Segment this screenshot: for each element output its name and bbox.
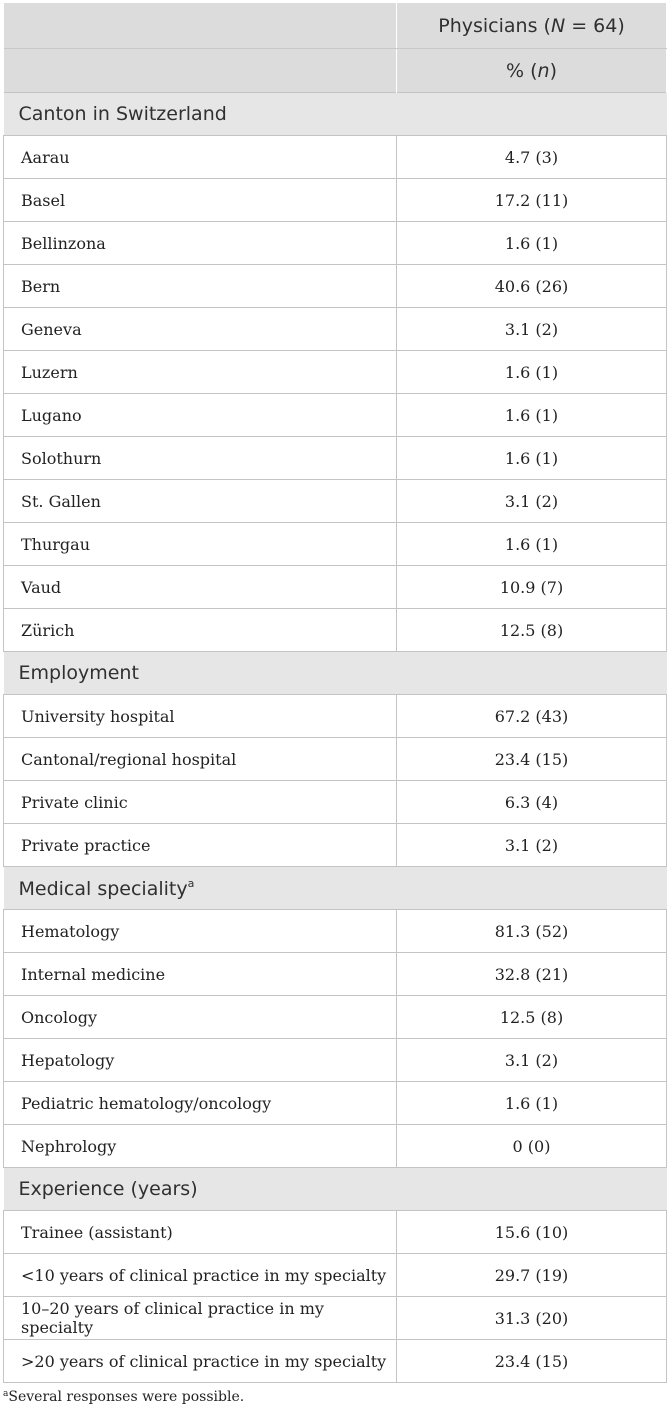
section-header-row [4,652,667,695]
table-row [4,523,667,566]
row-value: 10.9 (7) [397,566,667,609]
header-row-bottom [4,49,667,93]
row-label: St. Gallen [4,480,397,523]
row-label: Solothurn [4,437,397,480]
row-value: 67.2 (43) [397,695,667,738]
section-header-row [4,93,667,136]
section-title [4,1168,667,1211]
physician-characteristics-table [3,3,667,1383]
row-label: Luzern [4,351,397,394]
header-blank-cell [4,3,397,49]
row-label: Cantonal/regional hospital [4,738,397,781]
row-label: Oncology [4,996,397,1039]
section-title-text: Medical speciality [18,877,188,900]
row-value: 6.3 (4) [397,781,667,824]
row-value: 3.1 (2) [397,824,667,867]
header-blank-cell [4,49,397,93]
row-label: Aarau [4,136,397,179]
row-value: 31.3 (20) [397,1297,667,1340]
row-label: <10 years of clinical practice in my specialty [4,1254,397,1297]
row-label: >20 years of clinical practice in my specialty [4,1340,397,1383]
table-row [4,136,667,179]
section-title-text: Experience (years) [18,1178,198,1200]
row-label: Private clinic [4,781,397,824]
table-row [4,695,667,738]
row-label: University hospital [4,695,397,738]
table-row [4,910,667,953]
table-row [4,1340,667,1383]
subheader-n: n [537,59,550,82]
table-row [4,437,667,480]
table-row [4,480,667,523]
section-title [4,867,667,910]
column-header-n: N [550,14,566,37]
table-row [4,1254,667,1297]
row-label: Zürich [4,609,397,652]
table-row [4,265,667,308]
section-title [4,93,667,136]
column-header-text-pre: Physicians ( [438,14,551,37]
row-label: 10–20 years of clinical practice in my specialty [4,1297,397,1340]
subheader-text-post: ) [549,59,557,82]
table-row [4,394,667,437]
row-value: 15.6 (10) [397,1211,667,1254]
row-value: 1.6 (1) [397,523,667,566]
row-label: Hematology [4,910,397,953]
row-label: Trainee (assistant) [4,1211,397,1254]
table-row [4,824,667,867]
row-value: 29.7 (19) [397,1254,667,1297]
table-row [4,1297,667,1340]
table-row [4,308,667,351]
row-value: 32.8 (21) [397,953,667,996]
table-row [4,351,667,394]
footnote-mark: a [3,1389,9,1399]
section-footnote-mark: a [187,876,195,890]
section-title [4,652,667,695]
row-label: Vaud [4,566,397,609]
row-value: 3.1 (2) [397,1039,667,1082]
row-value: 40.6 (26) [397,265,667,308]
row-label: Private practice [4,824,397,867]
row-value: 17.2 (11) [397,179,667,222]
table-row [4,1125,667,1168]
row-value: 0 (0) [397,1125,667,1168]
column-subheader-percent [397,49,667,93]
table-row [4,222,667,265]
table-row [4,179,667,222]
section-header-row [4,867,667,910]
table-row [4,1211,667,1254]
table-row [4,953,667,996]
row-value: 1.6 (1) [397,351,667,394]
table-row [4,609,667,652]
row-value: 1.6 (1) [397,437,667,480]
row-value: 3.1 (2) [397,308,667,351]
row-value: 1.6 (1) [397,394,667,437]
row-label: Thurgau [4,523,397,566]
row-value: 12.5 (8) [397,609,667,652]
row-label: Internal medicine [4,953,397,996]
row-label: Geneva [4,308,397,351]
footnote-text: Several responses were possible. [8,1389,245,1405]
header-row-top [4,3,667,49]
table-row [4,566,667,609]
column-header-text-post: = 64) [565,14,625,37]
row-label: Pediatric hematology/oncology [4,1082,397,1125]
table-row [4,996,667,1039]
row-label: Bern [4,265,397,308]
row-label: Lugano [4,394,397,437]
row-value: 4.7 (3) [397,136,667,179]
section-title-text: Canton in Switzerland [18,103,227,125]
table-row [4,1039,667,1082]
table-footnote [3,1389,244,1405]
row-value: 12.5 (8) [397,996,667,1039]
row-value: 1.6 (1) [397,222,667,265]
section-title-text: Employment [18,662,139,684]
row-label: Basel [4,179,397,222]
subheader-text-pre: % ( [506,59,538,82]
table-row [4,738,667,781]
section-header-row [4,1168,667,1211]
row-value: 3.1 (2) [397,480,667,523]
row-value: 23.4 (15) [397,738,667,781]
column-header-physicians [397,3,667,49]
row-label: Nephrology [4,1125,397,1168]
row-label: Bellinzona [4,222,397,265]
table-row [4,1082,667,1125]
row-value: 23.4 (15) [397,1340,667,1383]
row-value: 81.3 (52) [397,910,667,953]
row-label: Hepatology [4,1039,397,1082]
table-row [4,781,667,824]
row-value: 1.6 (1) [397,1082,667,1125]
